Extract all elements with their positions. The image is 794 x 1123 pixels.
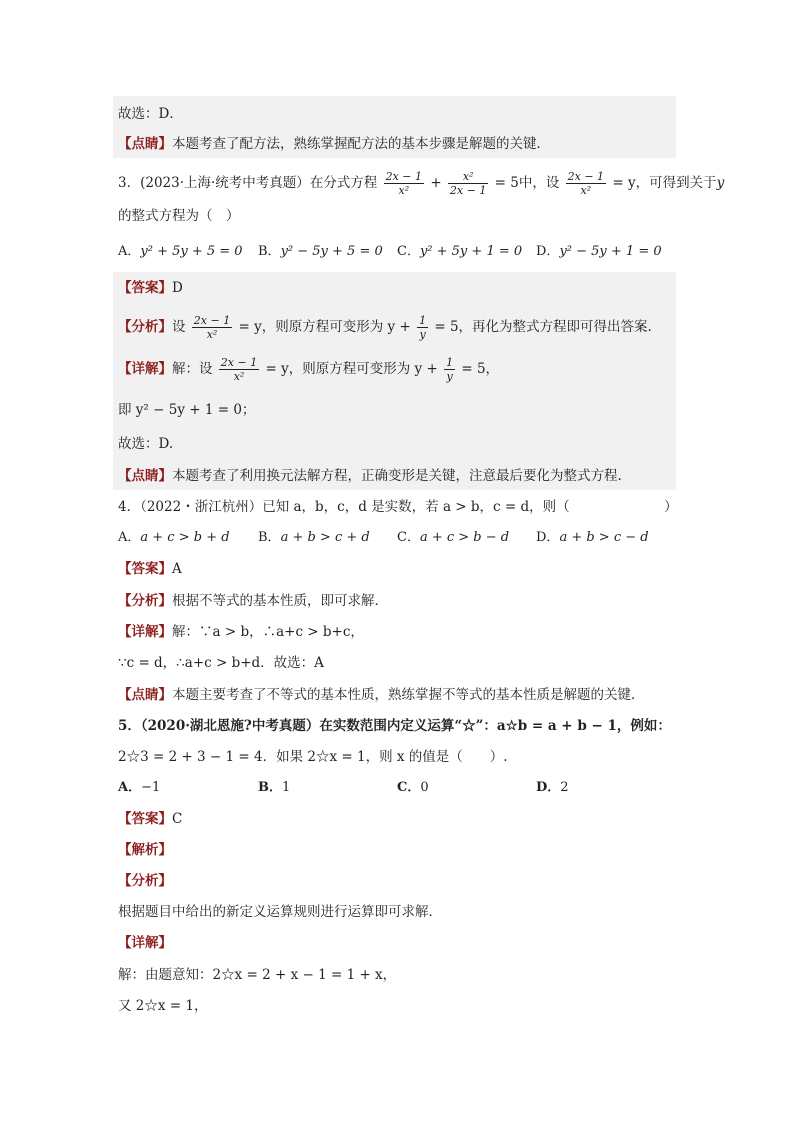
q5-detail-tag: 【详解】 (118, 935, 172, 951)
q2-selection: 故选：D． (118, 106, 183, 122)
q4-detail: 【详解】解：∵a > b，∴a+c > b+c， (118, 624, 364, 640)
q5-stem: 5．（2020·湖北恩施?中考真题）在实数范围内定义运算“☆”：a☆b = a + b − 1，例如： (118, 718, 671, 734)
q3-stem (118, 170, 724, 197)
equals-text: = y，可得到关于 (612, 175, 717, 191)
q4-stem: 4．（2022・浙江杭州）已知 a，b，c，d 是实数，若 a > b，c = d，则（ ） (118, 499, 678, 515)
q3-answer: 【答案】D (118, 280, 183, 296)
q5-option-a[interactable]: A．−1 (118, 780, 161, 795)
q4-detail-line2: ∵c = d，∴a+c > b+d．故选：A (118, 655, 324, 671)
q5-analysis-tag: 【分析】 (118, 873, 172, 889)
q3-option-d[interactable]: D．y² − 5y + 1 = 0 (536, 244, 662, 259)
q4-option-c[interactable]: C．a + c > b − d (397, 530, 510, 545)
fraction: $\frac{2x - 1}{\text{x²}}$ (567, 170, 605, 197)
q4-answer: 【答案】A (118, 561, 182, 577)
fraction: $\frac{2x - 1}{\text{x²}}$ (193, 314, 231, 341)
q5-jiexi: 【解析】 (118, 842, 172, 858)
q3-stem-line2: 的整式方程为（ ） (118, 208, 240, 224)
q2-comment (118, 134, 550, 154)
q5-detail-line2: 又 2☆x = 1， (118, 998, 208, 1014)
q4-option-d[interactable]: D．a + b > c − d (536, 530, 649, 545)
q3-comment: 【点睛】本题考查了利用换元法解方程，正确变形是关键，注意最后要化为整式方程. (118, 468, 622, 484)
q5-analysis: 根据题目中给出的新定义运算规则进行运算即可求解． (118, 904, 442, 920)
fraction: $\frac{1}{y}$ (446, 356, 454, 383)
fraction: $\frac{1}{y}$ (419, 314, 427, 341)
q5-option-c[interactable]: C．0 (397, 780, 429, 795)
fraction: $\frac{\text{x²}}{2x - 1}$ (449, 170, 487, 197)
plus-sign: + (430, 175, 442, 191)
fraction: $\frac{2x - 1}{\text{x²}}$ (385, 170, 423, 197)
tag-comment: 【点睛】 (118, 136, 172, 152)
q3-prefix: 3．(2023·上海·统考中考真题）在分式方程 (118, 175, 378, 191)
comment-text: 本题考查了配方法，熟练掌握配方法的基本步骤是解题的关键． (172, 136, 550, 152)
q4-analysis: 【分析】根据不等式的基本性质，即可求解． (118, 593, 388, 609)
q3-option-c[interactable]: C．y² + 5y + 1 = 0 (397, 244, 523, 259)
q4-comment: 【点睛】本题主要考查了不等式的基本性质，熟练掌握不等式的基本性质是解题的关键． (118, 687, 645, 703)
q3-option-a[interactable]: A．y² + 5y + 5 = 0 (118, 244, 243, 259)
q4-option-b[interactable]: B．a + b > c + d (258, 530, 370, 545)
q5-stem-line2: 2☆3 = 2 + 3 − 1 = 4．如果 2☆x = 1，则 x 的值是（ ）. (118, 749, 508, 765)
q4-option-a[interactable]: A．a + c > b + d (118, 530, 230, 545)
equals-text: = 5中，设 (494, 175, 560, 191)
var-y: y (716, 175, 725, 191)
q5-option-d[interactable]: D．2 (536, 780, 569, 795)
fraction: $\frac{2x - 1}{\text{x²}}$ (220, 356, 258, 383)
q5-option-b[interactable]: B．1 (258, 780, 291, 795)
q3-analysis: 【分析】设 $\frac{2x - 1}{\text{x²}}$ = y，则原方程可变形为 y + $\frac{1}{y}$ = 5，再化为整式方程即可得出答案. (118, 314, 652, 341)
q3-detail-line2: 即 y² − 5y + 1 = 0； (118, 402, 256, 418)
q3-selection: 故选：D. (118, 436, 174, 452)
q3-detail: 【详解】解：设 $\frac{2x - 1}{\text{x²}}$ = y，则原方程可变形为 y + $\frac{1}{y}$ = 5， (118, 356, 500, 383)
q5-detail-line1: 解：由题意知：2☆x = 2 + x − 1 = 1 + x， (118, 967, 397, 983)
q5-answer: 【答案】C (118, 811, 183, 827)
q3-option-b[interactable]: B．y² − 5y + 5 = 0 (258, 244, 383, 259)
